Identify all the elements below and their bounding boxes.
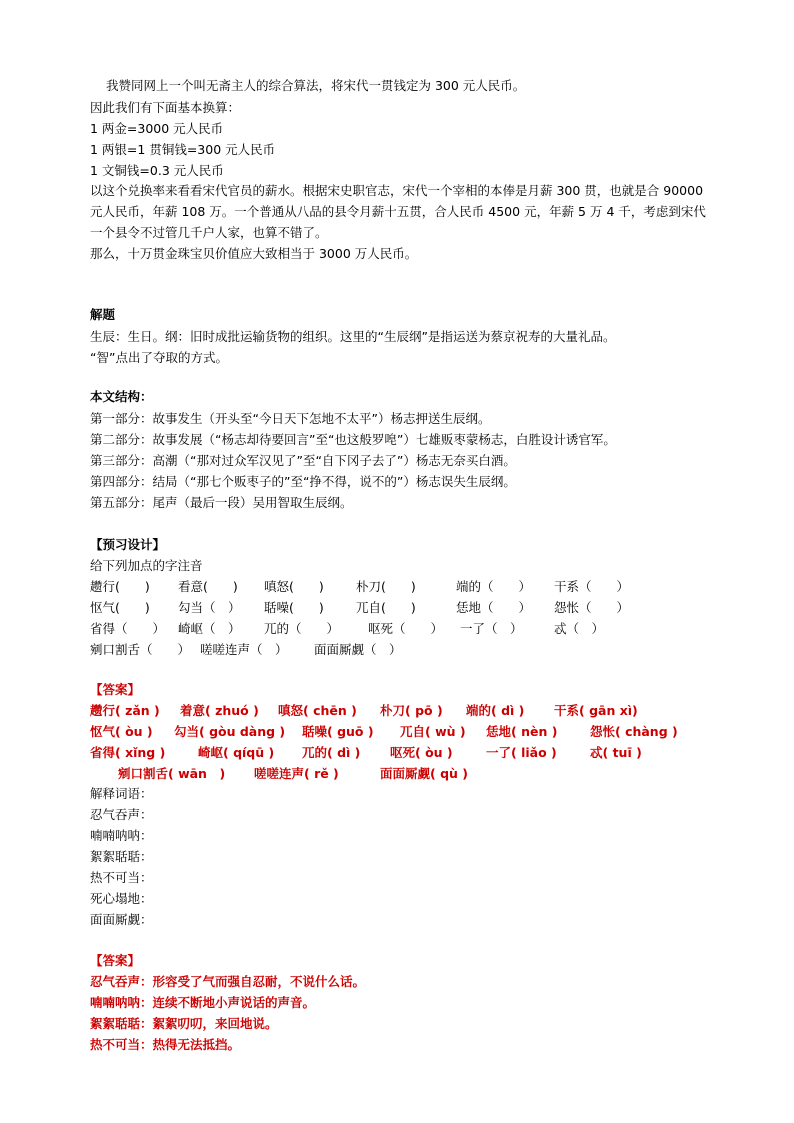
- answer-item: 着意( zhuó ): [180, 703, 259, 718]
- structure-part-2: 第二部分：故事发展（“杨志却待要回言”至“也这般罗唣”）七雄贩枣蒙杨志，白胜设计诱官军。: [90, 432, 616, 447]
- answer-item: 端的( dì ): [466, 703, 525, 718]
- preview-instruction: 给下列加点的字注音: [90, 558, 203, 573]
- question-item: 面面厮觑（ ）: [314, 642, 402, 657]
- answer-row-1: [90, 702, 710, 720]
- intro-paragraph-1: 我赞同网上一个叫无斋主人的综合算法，将宋代一贯钱定为 300 元人民币。: [106, 78, 526, 93]
- question-item: 看意( ): [178, 579, 238, 594]
- answer-item: 聒噪( guō ): [302, 724, 374, 739]
- question-item: 朴刀( ): [356, 579, 416, 594]
- answer-definition: 絮絮聒聒：絮絮叨叨，来回地说。: [90, 1016, 278, 1031]
- answer-definition: 热不可当：热得无法抵挡。: [90, 1037, 241, 1052]
- structure-part-4: 第四部分：结局（“那七个贩枣子的”至“挣不得，说不的”）杨志误失生辰纲。: [90, 474, 516, 489]
- question-row-2: [90, 599, 710, 617]
- rate-gold: 1 两金=3000 元人民币: [90, 121, 224, 136]
- answer-row-3: [90, 744, 710, 762]
- question-item: 怨怅（ ）: [554, 600, 630, 615]
- answer-item: 嗔怒( chēn ): [278, 703, 357, 718]
- answer-item: 一了( liǎo ): [486, 745, 557, 760]
- question-item: 呕死（ ）: [368, 621, 444, 636]
- answer-item: 朴刀( pō ): [380, 703, 443, 718]
- answer-item: 怄气( òu ): [90, 724, 153, 739]
- structure-part-5: 第五部分：尾声（最后一段）吴用智取生辰纲。: [90, 495, 353, 510]
- question-item: 一了（ ）: [460, 621, 523, 636]
- answer-item: 恁地( nèn ): [486, 724, 558, 739]
- question-item: 忒（ ）: [554, 621, 605, 636]
- question-item: 剜口割舌（ ）: [90, 642, 191, 657]
- explain-word: 忍气吞声：: [90, 807, 153, 822]
- jieti-heading: 解题: [90, 307, 116, 322]
- question-item: 干系（ ）: [554, 579, 630, 594]
- question-item: 嗔怒( ): [264, 579, 324, 594]
- structure-part-1: 第一部分：故事发生（开头至“今日天下怎地不太平”）杨志押送生辰纲。: [90, 411, 491, 426]
- question-row-3: [90, 620, 710, 638]
- question-row-1: [90, 578, 710, 596]
- answer-item: 呕死( òu ): [390, 745, 453, 760]
- explain-word: 喃喃呐呐：: [90, 828, 153, 843]
- question-item: 恁地（ ）: [456, 600, 532, 615]
- structure-part-3: 第三部分：高潮（“那对过众军汉见了”至“自下冈子去了”）杨志无奈买白酒。: [90, 453, 516, 468]
- jieti-text-2: “智”点出了夺取的方式。: [90, 350, 228, 365]
- answer-definition: 喃喃呐呐：连续不断地小声说话的声音。: [90, 995, 316, 1010]
- question-item: 兀的（ ）: [264, 621, 340, 636]
- answer-item: 嗟嗟连声( rě ): [254, 766, 339, 781]
- intro-paragraph-3: 以这个兑换率来看看宋代官员的薪水。根据宋史职官志，宋代一个宰相的本俸是月薪 300 贯，也就是合 90000 元人民币，年薪 108 万。一个普通从八品的县令月薪十五贯，合人民币 4500 元，年薪 5 万 4 千，考虑到宋代一个县令不过管几千户人家，也算不错了。: [90, 183, 706, 240]
- question-item: 端的（ ）: [456, 579, 532, 594]
- answer-item: 省得( xǐng ): [90, 745, 166, 760]
- explain-word: 死心塌地：: [90, 891, 153, 906]
- explain-title: 解释词语：: [90, 786, 153, 801]
- rate-silver: 1 两银=1 贯铜钱=300 元人民币: [90, 142, 276, 157]
- answer-item: 忒( tuī ): [590, 745, 642, 760]
- answer-definition: 忍气吞声：形容受了气而强自忍耐，不说什么话。: [90, 974, 366, 989]
- answer-item: 剜口割舌( wān ): [118, 766, 226, 781]
- answer-item: 怨怅( chàng ): [590, 724, 678, 739]
- answer-item: 兀的( dì ): [302, 745, 361, 760]
- explain-word: 热不可当：: [90, 870, 153, 885]
- question-item: 怄气( ): [90, 600, 150, 615]
- answer-item: 崎岖( qíqū ): [198, 745, 275, 760]
- question-item: 勾当（ ）: [178, 600, 241, 615]
- preview-heading: 【预习设计】: [90, 537, 166, 552]
- jieti-text-1: 生辰：生日。纲：旧时成批运输货物的组织。这里的“生辰纲”是指运送为蔡京祝寿的大量礼品。: [90, 329, 616, 344]
- explain-word: 絮絮聒聒：: [90, 849, 153, 864]
- explain-word: 面面厮觑：: [90, 912, 153, 927]
- intro-paragraph-4: 那么，十万贯金珠宝贝价值应大致相当于 3000 万人民币。: [90, 246, 418, 261]
- question-item: 省得（ ）: [90, 621, 166, 636]
- answer-item: 趱行( zǎn ): [90, 703, 160, 718]
- answer-item: 干系( gān xì): [554, 703, 638, 718]
- rate-copper: 1 文铜钱=0.3 元人民币: [90, 163, 224, 178]
- structure-heading: 本文结构：: [90, 389, 153, 404]
- question-item: 兀自( ): [356, 600, 416, 615]
- intro-paragraph-2: 因此我们有下面基本换算：: [90, 100, 241, 115]
- answer-item: 面面厮觑( qù ): [380, 766, 468, 781]
- question-item: 趱行( ): [90, 579, 150, 594]
- answer-item: 勾当( gòu dàng ): [174, 724, 286, 739]
- answer-row-2: [90, 723, 710, 741]
- question-item: 崎岖（ ）: [178, 621, 241, 636]
- answer-row-4: [90, 765, 710, 783]
- answer-heading-1: 【答案】: [90, 682, 141, 697]
- question-item: 嗟嗟连声（ ）: [200, 642, 288, 657]
- answer-heading-2: 【答案】: [90, 953, 141, 968]
- question-item: 聒噪( ): [264, 600, 324, 615]
- answer-item: 兀自( wù ): [400, 724, 466, 739]
- question-row-4: [90, 641, 710, 659]
